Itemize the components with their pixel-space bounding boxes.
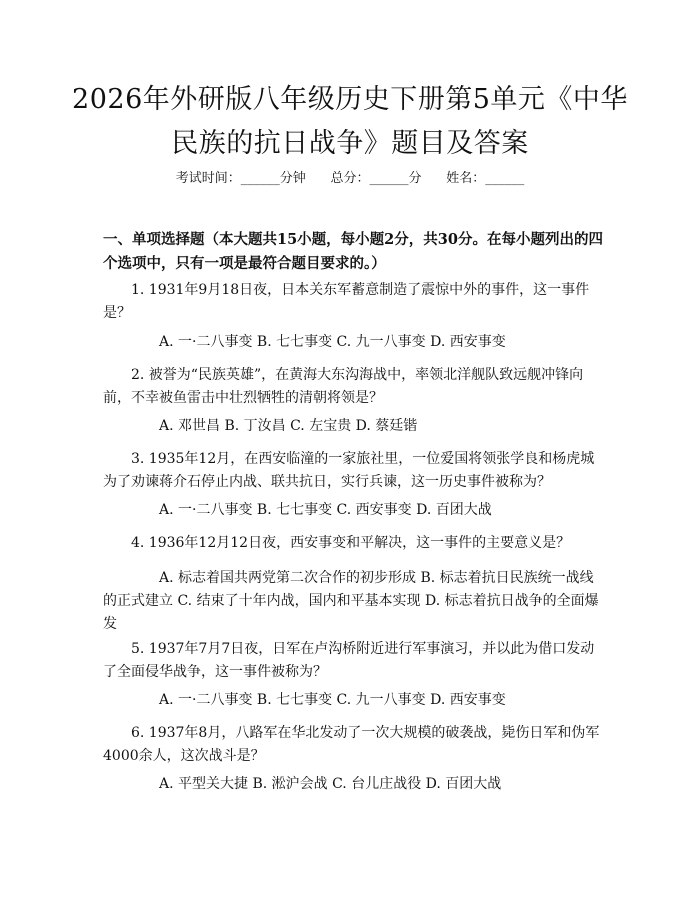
question-1: 1. 1931年9月18日夜，日本关东军蓄意制造了震惊中外的事件，这一事件是？ <box>103 282 590 321</box>
question-4: 4. 1936年12月12日夜，西安事变和平解决，这一事件的主要意义是？ <box>131 535 571 551</box>
document-title: 2026年外研版八年级历史下册第5单元《中华民族的抗日战争》题目及答案 <box>72 84 628 159</box>
question-1-options: A. 一·二八事变 B. 七七事变 C. 九一八事变 D. 西安事变 <box>159 334 506 350</box>
section-heading: 一、单项选择题（本大题共15小题，每小题2分，共30分。在每小题列出的四个选项中，只有一项是最符合题目要求的。） <box>103 231 603 272</box>
question-5-options: A. 一·二八事变 B. 七七事变 C. 九一八事变 D. 西安事变 <box>159 692 506 708</box>
question-2: 2. 被誉为“民族英雄”，在黄海大东沟海战中，率领北洋舰队致远舰冲锋向前，不幸被鱼雷击中壮烈牺牲的清朝将领是？ <box>103 367 584 406</box>
question-2-options: A. 邓世昌 B. 丁汝昌 C. 左宝贵 D. 蔡廷锴 <box>159 418 418 434</box>
question-3-options: A. 一·二八事变 B. 七七事变 C. 西安事变 D. 百团大战 <box>159 502 492 518</box>
question-3: 3. 1935年12月，在西安临潼的一家旅社里，一位爱国将领张学良和杨虎城为了劝谏蒋介石停止内战、联共抗日，实行兵谏，这一历史事件被称为？ <box>103 451 595 490</box>
exam-info-line: 考试时间：______分钟 总分：______分 姓名：______ <box>175 171 525 186</box>
question-6-options: A. 平型关大捷 B. 淞沪会战 C. 台儿庄战役 D. 百团大战 <box>159 776 502 792</box>
question-5: 5. 1937年7月7日夜，日军在卢沟桥附近进行军事演习，并以此为借口发动了全面侵华战争，这一事件被称为？ <box>103 641 595 680</box>
question-6: 6. 1937年8月，八路军在华北发动了一次大规模的破袭战，毙伤日军和伪军4000余人，这次战斗是？ <box>103 725 600 764</box>
question-4-options: A. 标志着国共两党第二次合作的初步形成 B. 标志着抗日民族统一战线的正式建立 C. 结束了十年内战，国内和平基本实现 D. 标志着抗日战争的全面爆发 <box>103 570 599 632</box>
